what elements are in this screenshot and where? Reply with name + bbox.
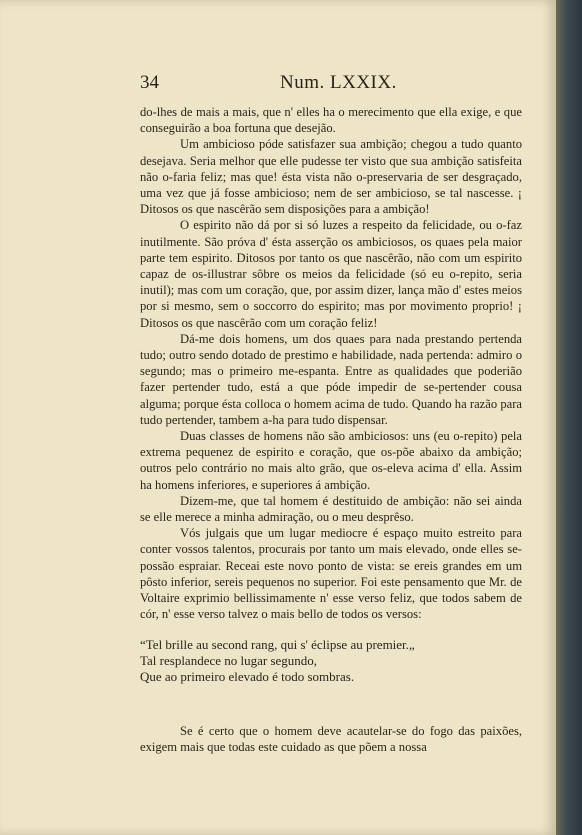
body-text bbox=[140, 104, 522, 756]
verse-quote: “Tel brille au second rang, qui s' éclipse au premier.„ bbox=[140, 636, 415, 652]
verse-block bbox=[140, 637, 522, 686]
section-gap bbox=[140, 685, 522, 723]
paragraph: Vós julgais que um lugar mediocre é espaço muito estreito para conter vossos talentos, procurais por tanto um mais elevado, onde elles se-possão espraiar. Receai este novo ponto de vista: se ereis grandes em um pôsto inferior, sereis pequenos no superior. Foi este pensamento que Mr. de Voltaire exprimio bellissimamente n' esse verso feliz, que todos sabem de cór, n' esse verso talvez o mais bello de todos os versos: bbox=[140, 526, 522, 622]
verse-line: Tal resplandece no lugar segundo, bbox=[140, 652, 318, 668]
verse-line: Que ao primeiro elevado é todo sombras. bbox=[140, 668, 355, 684]
paragraph: Dá-me dois homens, um dos quaes para nada prestando pertenda tudo; outro sendo dotado de prestimo e habilidade, nada pertenda: admiro o segundo; mas o primeiro me-espanta. Entre as qualidades que poderião fazer pertender tudo, está a que póde impedir de se-pertender cousa alguma; porque ésta colloca o homem acima de tudo. Quando ha razão para tudo pertender, tambem a-ha para tudo dispensar. bbox=[140, 331, 522, 427]
paragraph: Duas classes de homens não são ambiciosos: uns (eu o-repito) pela extrema pequenez de espirito e coração, que os-põe abaixo da ambição; outros pelo contrário no mais alto grão, que os-eleva acima d' ella. Assim ha homens inferiores, e superiores á ambição. bbox=[140, 429, 522, 492]
page-edge-shadow bbox=[556, 0, 582, 835]
page-header bbox=[140, 72, 522, 98]
page-number: 34 bbox=[140, 72, 159, 93]
paragraph: O espirito não dá por si só luzes a respeito da felicidade, ou o-faz inutilmente. São próva d' ésta asserção os ambiciosos, os quaes pela maior parte tem espirito. Ditosos por tanto os que nascêrão, não com um espirito capaz de os-illustrar sôbre os meios da felicidade (só eu o-repito, seria inutil); mas com um coração, que, por assim dizer, lança mão d' estes meios por si mesmo, sem o soccorro do espirito; mas por movimento proprio! ¡ Ditosos os que nascêrão com um coração feliz! bbox=[140, 218, 522, 330]
paragraph: do-lhes de mais a mais, que n' elles ha o merecimento que ella exige, e que conseguirão a boa fortuna que desejão. bbox=[140, 105, 522, 136]
running-head: Num. LXXIX. bbox=[280, 72, 397, 93]
paragraph: Dizem-me, que tal homem é destituido de ambição: não sei ainda se elle merece a minha admiração, ou o meu desprêso. bbox=[140, 493, 522, 525]
paragraph: Um ambicioso póde satisfazer sua ambição; chegou a tudo quanto desejava. Seria melhor que elle pudesse ter visto que sua ambição satisfeita não o-faria feliz; mas que! ésta vista não o-preservaria de ser desgraçado, uma vez que já fosse ambicioso; nem de ser ambicioso, se tal nascesse. ¡ Ditosos os que nascêrão sem disposições para a ambição! bbox=[140, 137, 522, 217]
paragraph: Se é certo que o homem deve acautelar-se do fogo das paixões, exigem mais que todas este cuidado as que põem a nossa bbox=[140, 724, 522, 755]
